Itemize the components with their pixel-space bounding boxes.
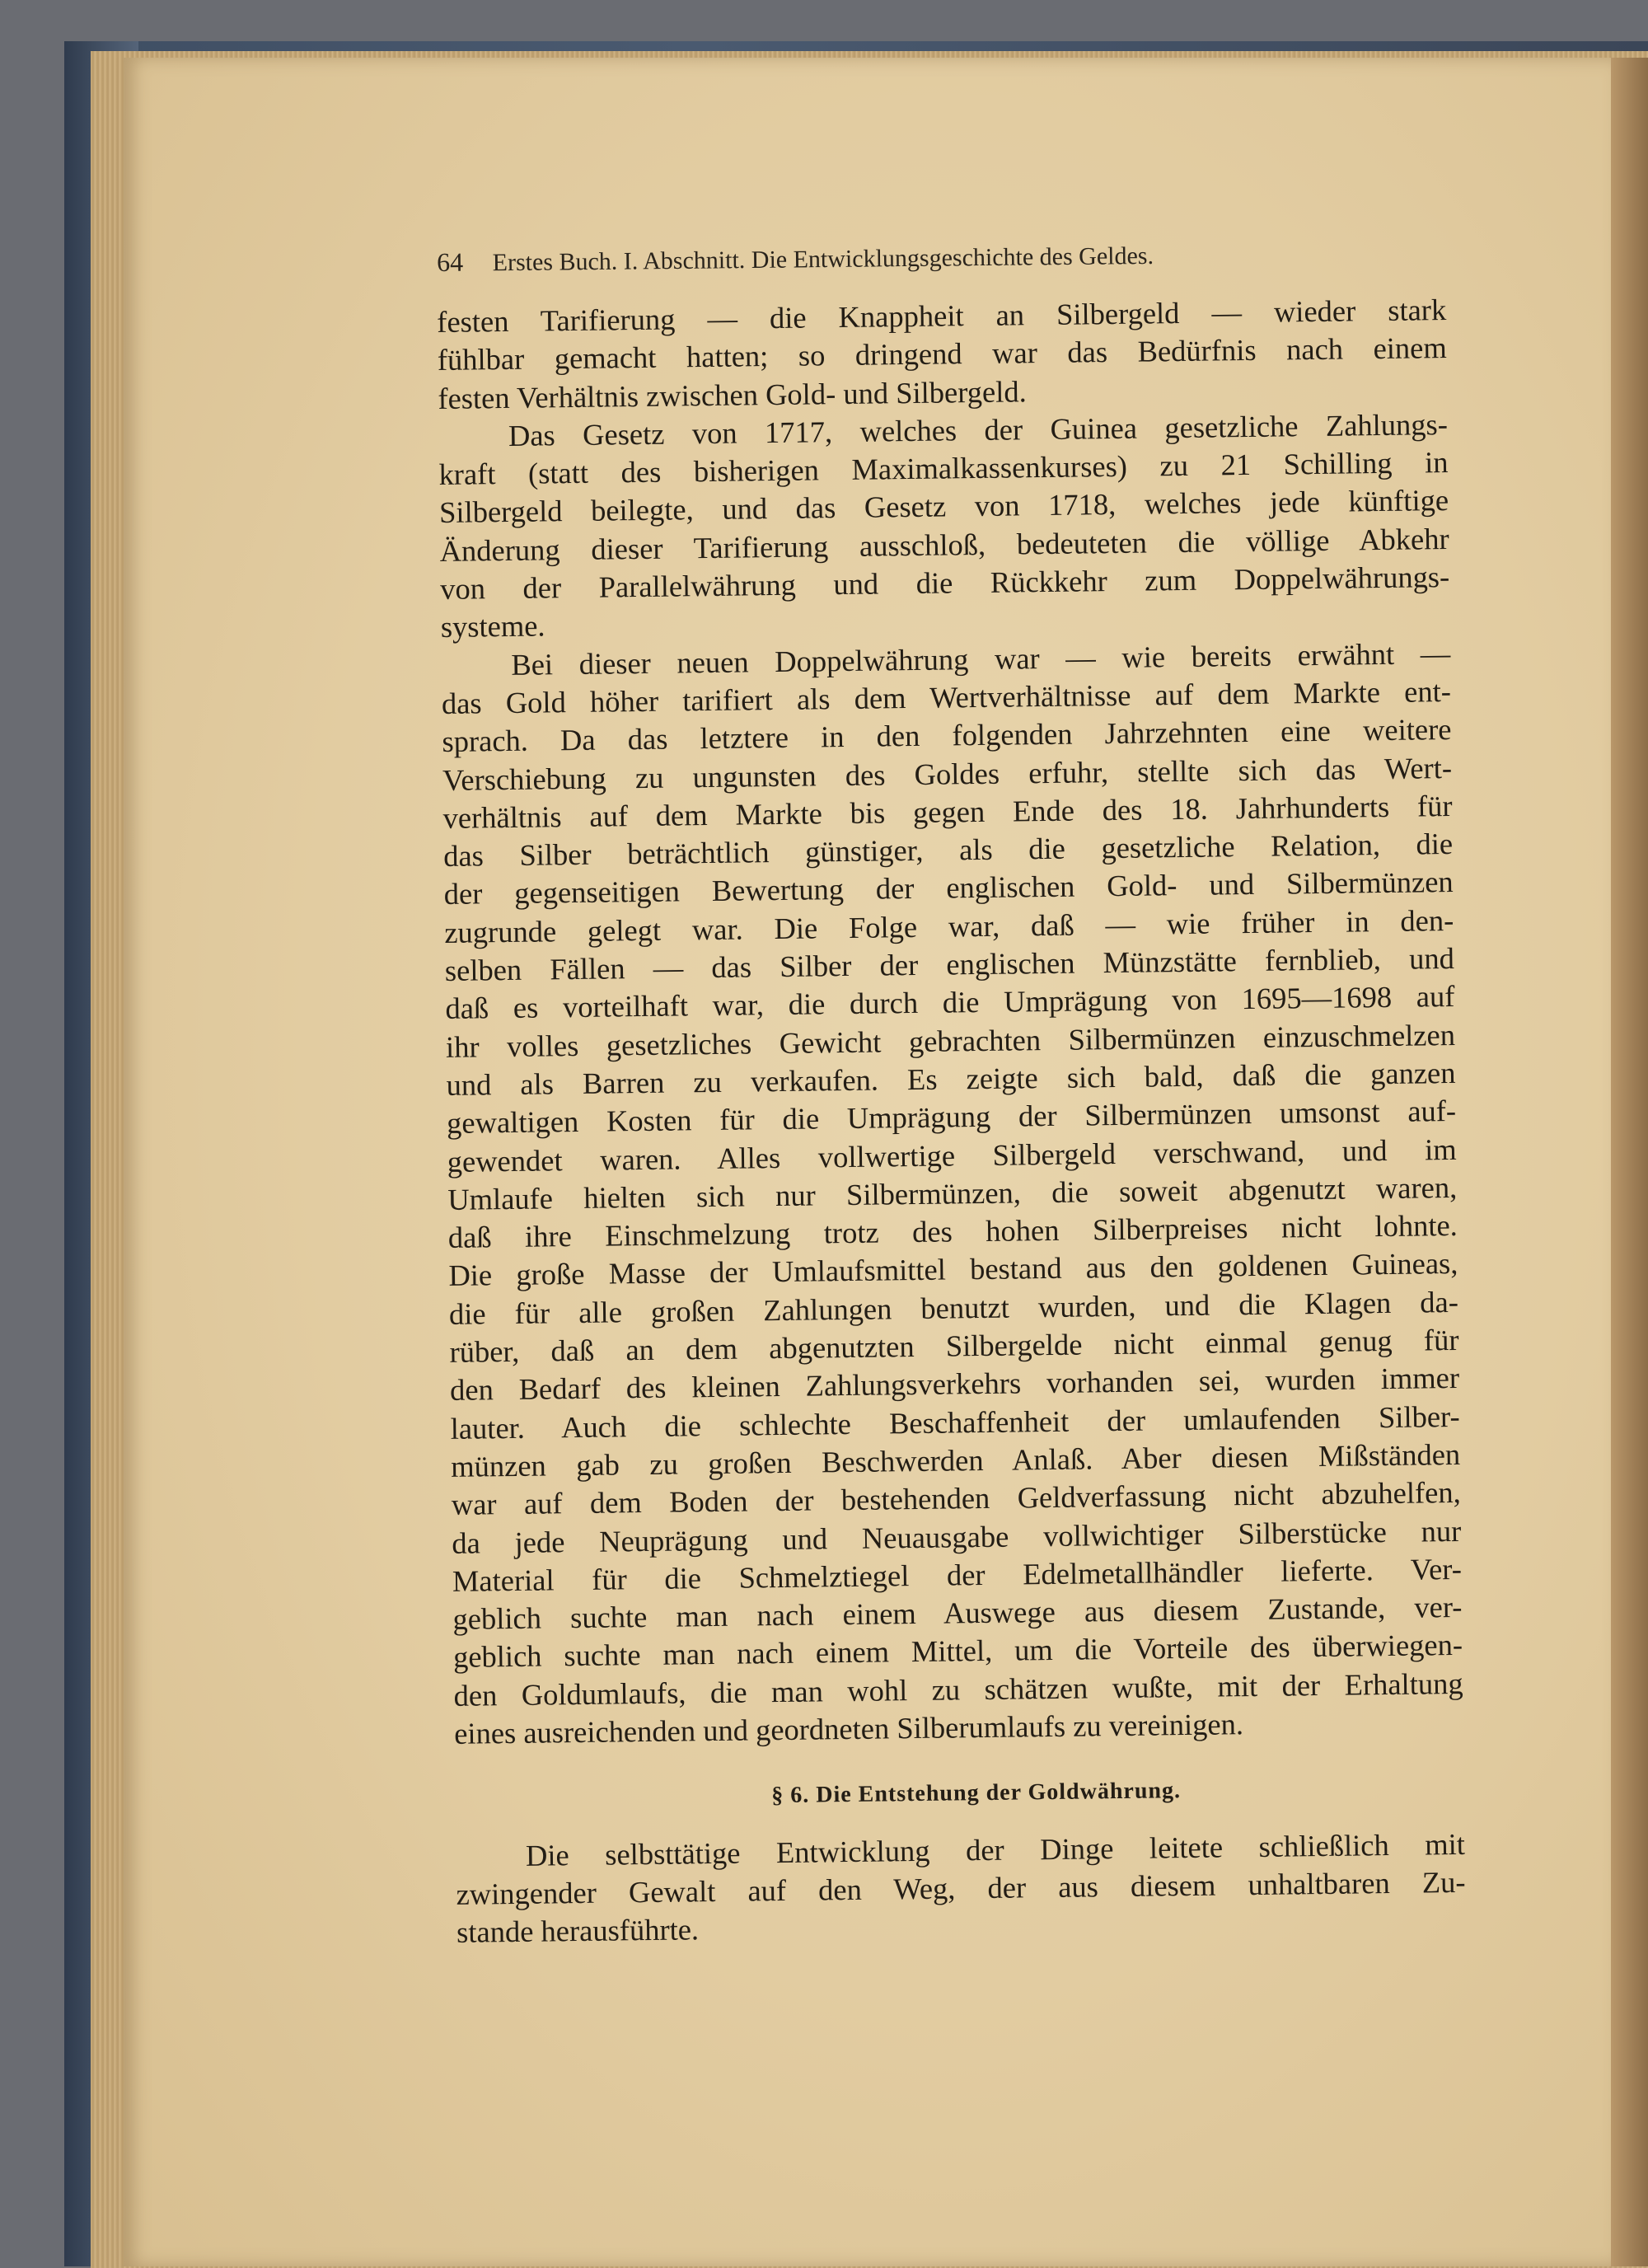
- text-line: da jede Neuprägung und Neuausgabe vollwichtiger Silberstücke nur: [452, 1513, 1462, 1560]
- text-line: gewendet waren. Alles vollwertige Silbergeld verschwand, und im: [447, 1132, 1457, 1179]
- text-line: geblich suchte man nach einem Mittel, um die Vorteile des überwiegen-: [452, 1628, 1463, 1675]
- text-line: geblich suchte man nach einem Auswege aus diesem Zustande, ver-: [452, 1590, 1463, 1636]
- text-line: rüber, daß an dem abgenutzten Silbergelde nicht einmal genug für: [449, 1322, 1459, 1369]
- text-line: die für alle großen Zahlungen benutzt wurden, und die Klagen da-: [448, 1284, 1459, 1331]
- text-line: kraft (statt des bisherigen Maximalkassenkurses) zu 21 Schilling in: [438, 445, 1449, 492]
- paragraph-1: [437, 291, 1448, 418]
- body-text: [437, 291, 1466, 1952]
- text-line: verhältnis auf dem Markte bis gegen Ende des 18. Jahrhunderts für: [442, 788, 1453, 835]
- text-line: das Gold höher tarifiert als dem Wertverhältnisse auf dem Markte ent-: [441, 673, 1452, 720]
- text-line: Verschiebung zu ungunsten des Goldes erfuhr, stellte sich das Wert-: [442, 750, 1453, 797]
- text-line: fühlbar gemacht hatten; so dringend war das Bedürfnis nach einem: [437, 330, 1447, 377]
- text-line: Silbergeld beilegte, und das Gesetz von 1718, welches jede künftige: [438, 483, 1449, 530]
- paragraph-3: [441, 635, 1463, 1753]
- text-line: und als Barren zu verkaufen. Es zeigte sich bald, daß die ganzen: [446, 1055, 1456, 1102]
- text-line: eines ausreichenden und geordneten Silberumlaufs zu vereinigen.: [453, 1707, 1244, 1750]
- text-line: münzen gab zu großen Beschwerden Anlaß. Aber diesen Mißständen: [450, 1436, 1461, 1483]
- text-line: den Bedarf des kleinen Zahlungsverkehrs vorhanden sei, wurden immer: [449, 1361, 1460, 1408]
- page-number: 64: [437, 246, 464, 277]
- text-line: Bei dieser neuen Doppelwährung war — wie bereits erwähnt —: [511, 635, 1451, 682]
- text-line: daß ihre Einschmelzung trotz des hohen Silberpreises nicht lohnte.: [447, 1208, 1458, 1255]
- text-line: lauter. Auch die schlechte Beschaffenheit der umlaufenden Silber-: [450, 1399, 1460, 1446]
- text-line: das Silber beträchtlich günstiger, als die gesetzliche Relation, die: [442, 827, 1454, 874]
- text-line: Änderung dieser Tarifierung ausschloß, bedeuteten die völlige Abkehr: [439, 521, 1449, 568]
- text-line: Umlaufe hielten sich nur Silbermünzen, die soweit abgenutzt waren,: [447, 1169, 1458, 1216]
- text-line: systeme.: [440, 608, 545, 644]
- text-line: selben Fällen — das Silber der englischen Münzstätte fernblieb, und: [444, 941, 1455, 987]
- text-line: zugrunde gelegt war. Die Folge war, daß — wie früher in den-: [444, 902, 1454, 949]
- text-line: gewaltigen Kosten für die Umprägung der Silbermünzen umsonst auf-: [446, 1094, 1457, 1141]
- text-line: von der Parallelwährung und die Rückkehr zum Doppelwährungs-: [439, 560, 1450, 607]
- text-line: Die große Masse der Umlaufsmittel bestand aus den goldenen Guineas,: [448, 1246, 1458, 1293]
- running-title: Erstes Buch. I. Abschnitt. Die Entwicklungsgeschichte des Geldes.: [492, 241, 1154, 277]
- text-line: Das Gesetz von 1717, welches der Guinea gesetzliche Zahlungs-: [508, 406, 1449, 452]
- text-line: zwingender Gewalt auf den Weg, der aus diesem unhaltbaren Zu-: [456, 1864, 1466, 1911]
- text-line: Die selbsttätige Entwicklung der Dinge leitete schließlich mit: [525, 1826, 1466, 1872]
- text-line: stande herausführte.: [456, 1912, 700, 1950]
- text-line: ihr volles gesetzliches Gewicht gebrachten Silbermünzen einzuschmelzen: [445, 1017, 1456, 1064]
- paragraph-4: [456, 1825, 1467, 1952]
- text-line: festen Tarifierung — die Knappheit an Silbergeld — wieder stark: [437, 293, 1447, 339]
- text-line: daß es vorteilhaft war, die durch die Umprägung von 1695—1698 auf: [445, 979, 1455, 1026]
- text-line: war auf dem Boden der bestehenden Geldverfassung nicht abzuhelfen,: [451, 1475, 1461, 1522]
- text-line: den Goldumlaufs, die man wohl zu schätzen wußte, mit der Erhaltung: [453, 1666, 1463, 1713]
- text-line: Material für die Schmelztiegel der Edelmetallhändler lieferte. Ver-: [452, 1551, 1463, 1598]
- text-line: sprach. Da das letztere in den folgenden Jahrzehnten eine weitere: [442, 712, 1452, 759]
- section-heading: § 6. Die Entstehung der Goldwährung.: [771, 1778, 1182, 1809]
- text-line: festen Verhältnis zwischen Gold- und Silbergeld.: [438, 373, 1027, 415]
- text-line: der gegenseitigen Bewertung der englischen Gold- und Silbermünzen: [443, 865, 1454, 911]
- paragraph-2: [438, 405, 1450, 647]
- book-gutter: [1611, 58, 1648, 2266]
